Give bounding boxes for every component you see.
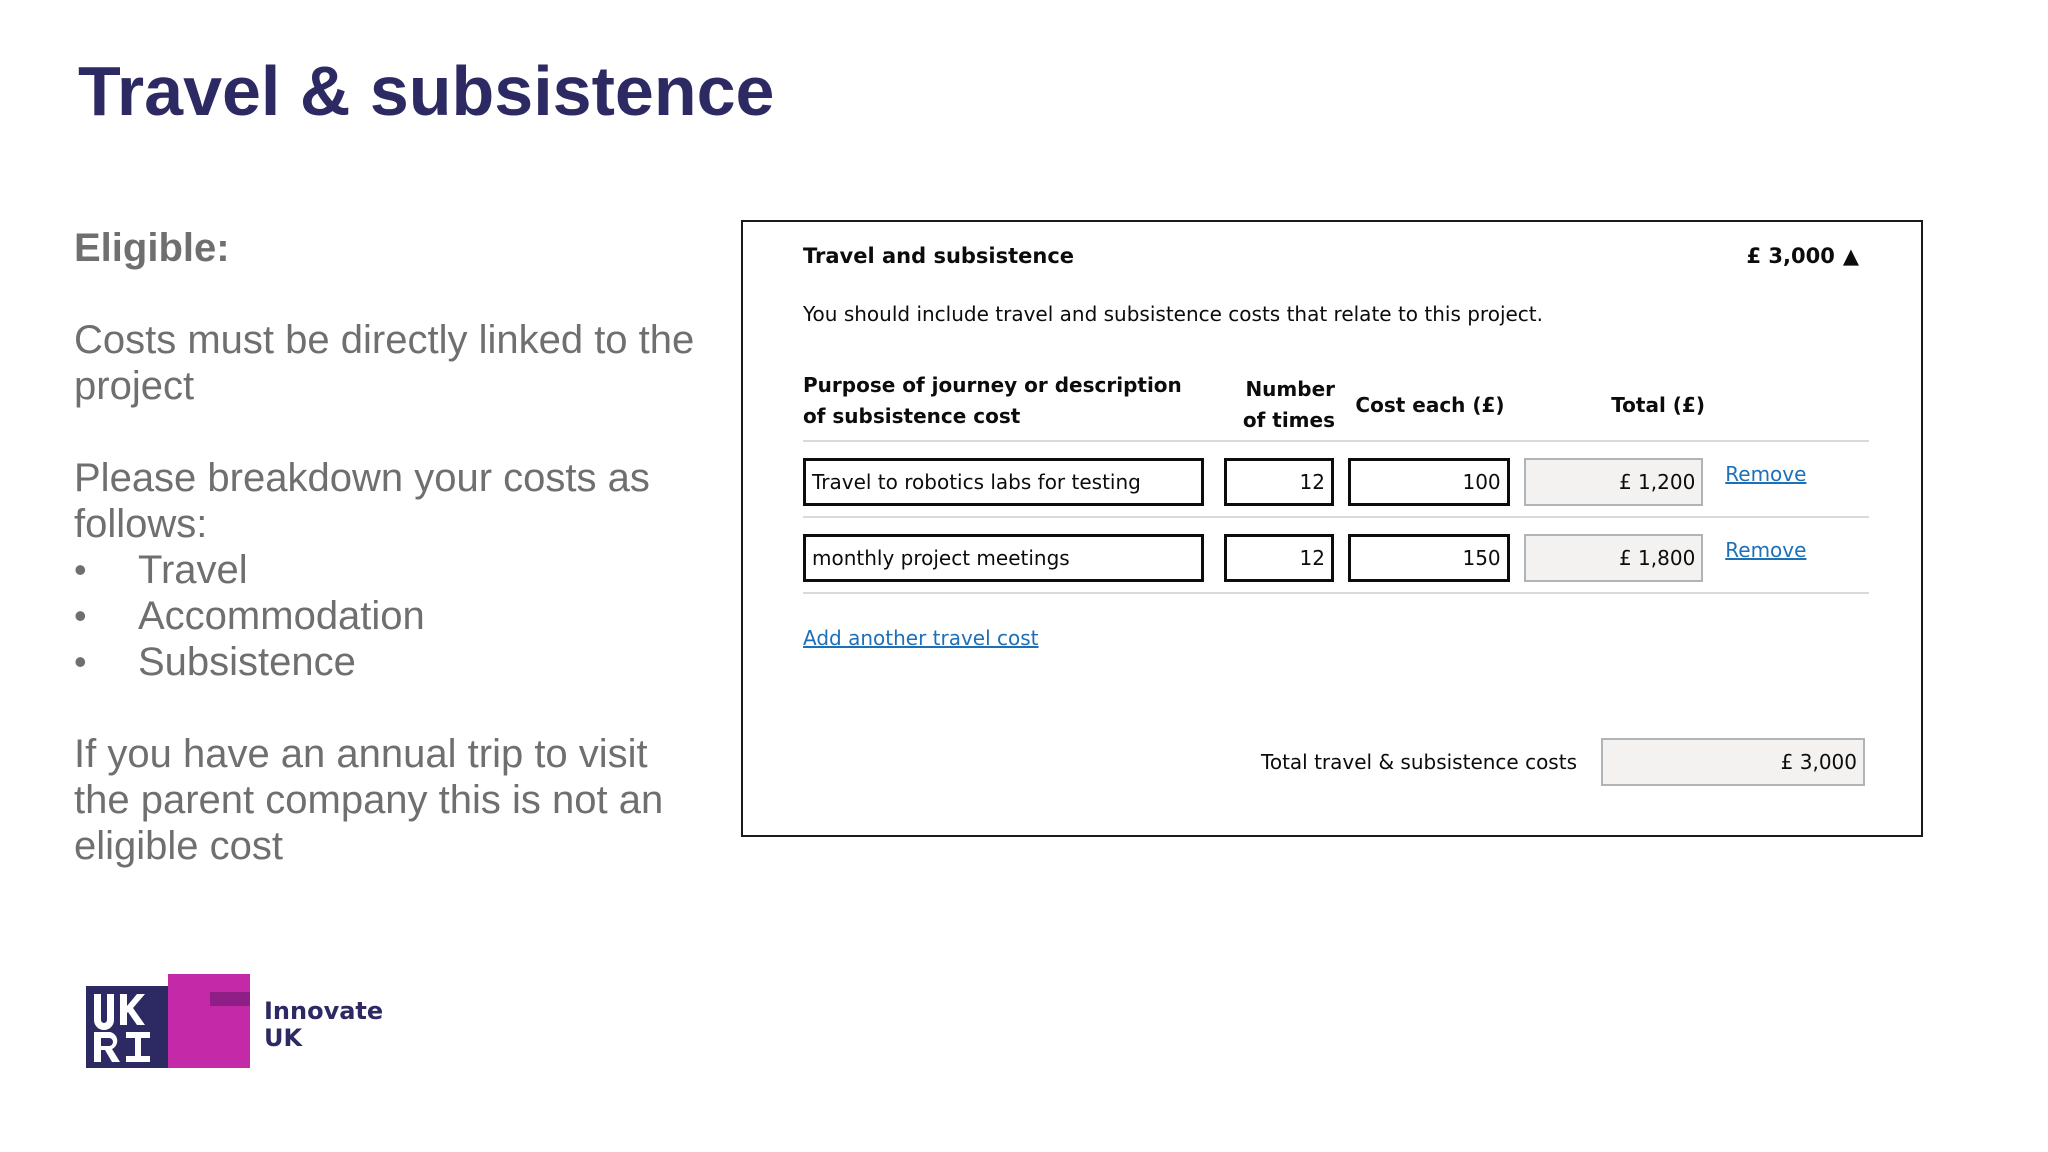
table-row: [803, 442, 1869, 518]
eligibility-para-breakdown: Please breakdown your costs as follows:: [74, 456, 650, 546]
collapse-arrow-icon: ▲: [1842, 244, 1859, 268]
eligibility-notes: [74, 225, 714, 869]
purpose-input[interactable]: Travel to robotics labs for testing: [803, 458, 1204, 506]
logo-line-2: UK: [264, 1024, 303, 1052]
table-row: [803, 518, 1869, 594]
remove-row-link[interactable]: Remove: [1725, 538, 1807, 562]
grand-total-field: £ 3,000: [1601, 738, 1865, 786]
costs-table: [803, 370, 1869, 594]
logo-line-1: Innovate: [264, 997, 384, 1025]
travel-costs-form: [741, 220, 1923, 837]
cost-each-input[interactable]: 100: [1348, 458, 1510, 506]
section-title: Travel and subsistence: [803, 244, 1075, 268]
number-of-times-input[interactable]: 12: [1224, 458, 1334, 506]
number-of-times-input[interactable]: 12: [1224, 534, 1334, 582]
remove-row-link[interactable]: Remove: [1725, 462, 1807, 486]
eligibility-para-linked: Costs must be directly linked to the project: [74, 318, 695, 408]
grand-total: [1261, 738, 1865, 786]
col-header-number: Number of times: [1242, 377, 1335, 432]
row-total-field: £ 1,800: [1524, 534, 1704, 582]
eligibility-para-annual-trip: If you have an annual trip to visit the parent company this is not an eligible cost: [74, 732, 664, 868]
list-item: • Subsistence: [74, 639, 714, 685]
list-item: • Travel: [74, 547, 714, 593]
cost-each-input[interactable]: 150: [1348, 534, 1510, 582]
section-hint: You should include travel and subsistence costs that relate to this project.: [803, 302, 1543, 326]
section-header: [803, 238, 1859, 274]
table-header: [803, 370, 1869, 442]
cost-type-list: [74, 547, 714, 685]
section-total: £ 3,000: [1746, 244, 1835, 268]
purpose-input[interactable]: monthly project meetings: [803, 534, 1204, 582]
add-travel-cost-link[interactable]: Add another travel cost: [803, 626, 1039, 650]
eligible-heading: Eligible:: [74, 226, 230, 270]
list-item: • Accommodation: [74, 593, 714, 639]
logo-wordmark: [264, 998, 383, 1052]
col-header-cost-each: Cost each (£): [1355, 392, 1505, 417]
grand-total-label: Total travel & subsistence costs: [1261, 750, 1577, 774]
col-header-purpose: Purpose of journey or description of subsistence cost: [803, 373, 1182, 428]
slide-title: Travel & subsistence: [78, 52, 775, 130]
row-total-field: £ 1,200: [1524, 458, 1704, 506]
section-toggle[interactable]: [1746, 244, 1859, 268]
ukri-innovate-logo: [86, 974, 386, 1068]
ukri-mark-icon: [86, 974, 256, 1068]
col-header-total: Total (£): [1611, 392, 1705, 417]
